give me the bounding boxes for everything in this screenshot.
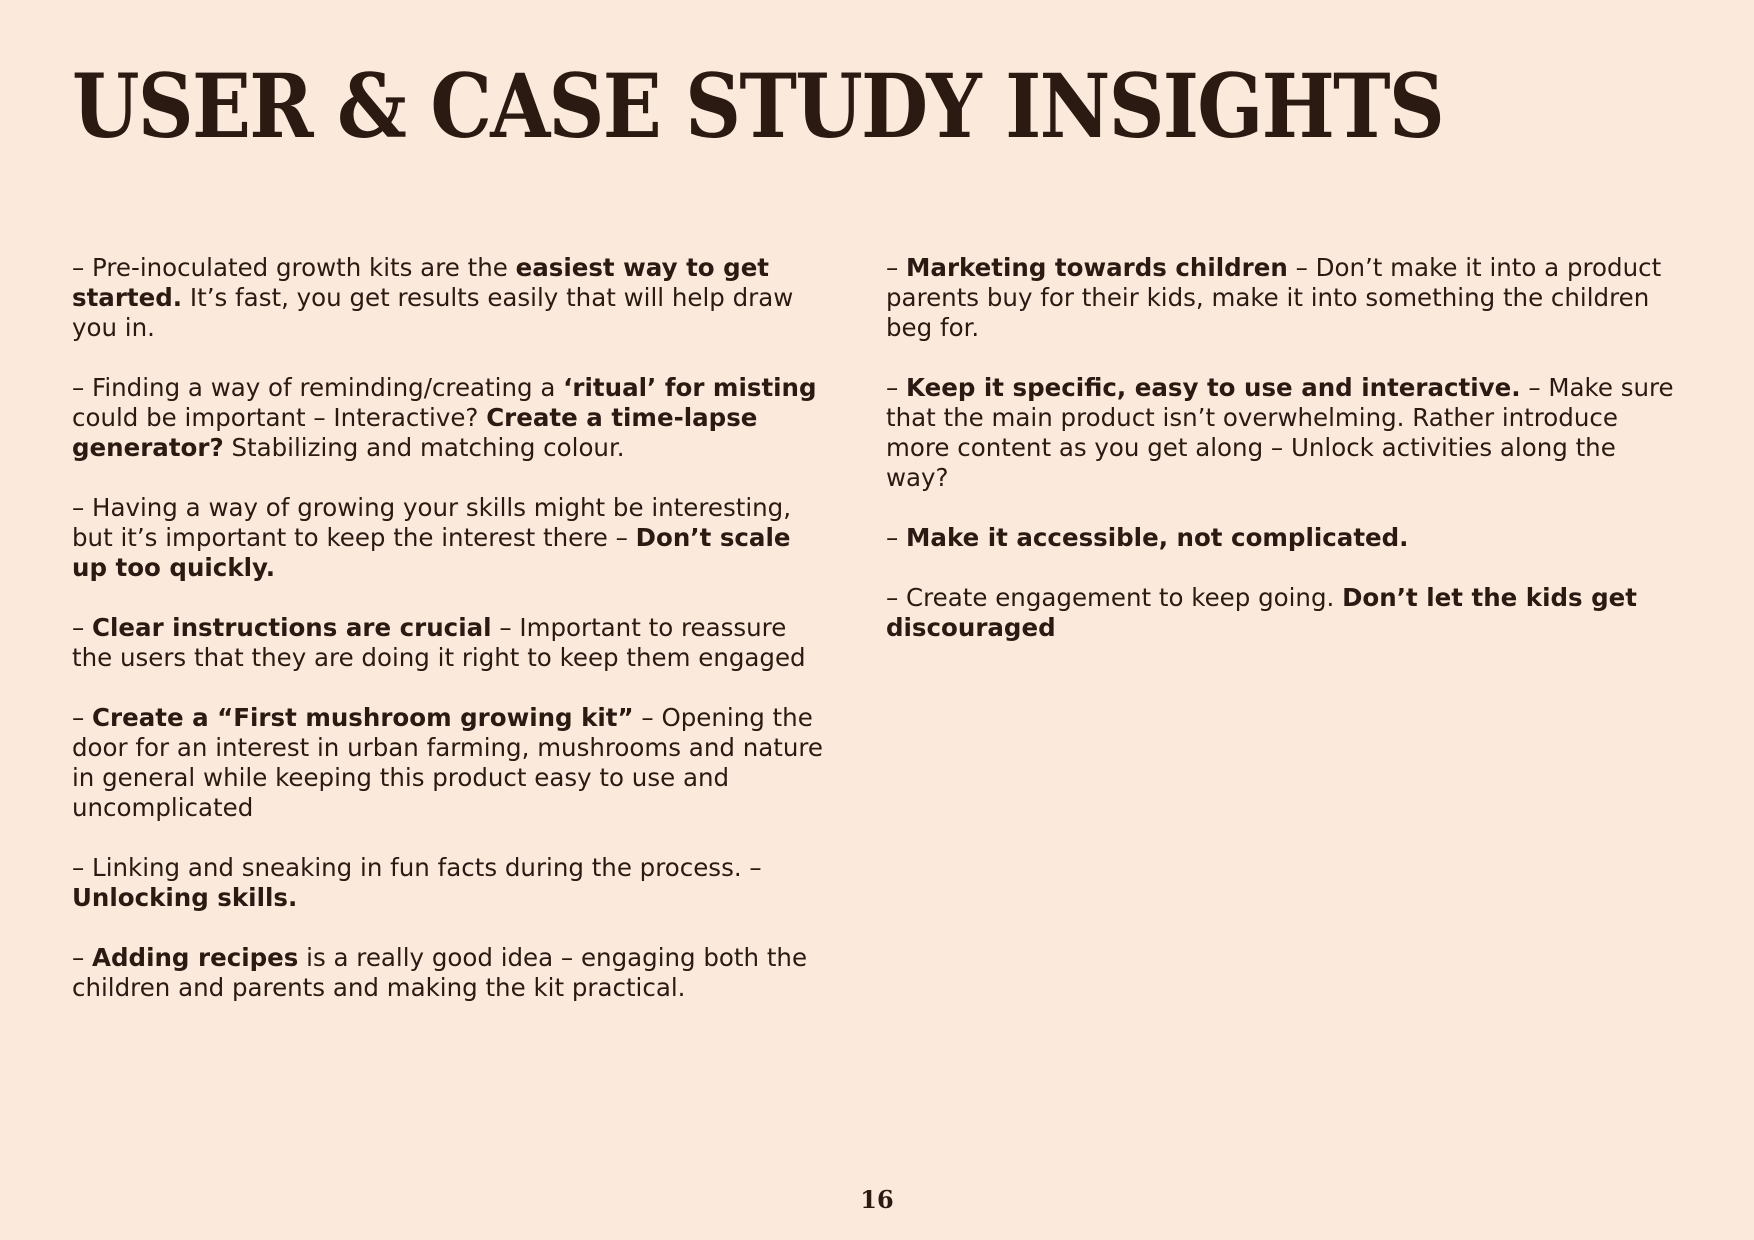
insight-fun-facts: – Linking and sneaking in fun facts during the process. – Unlocking skills. bbox=[72, 853, 762, 912]
insights-left-column bbox=[72, 253, 824, 1033]
insight-growth-kits: – Pre-inoculated growth kits are the easiest way to get started. It’s fast, you get results easily that will help draw you in. bbox=[72, 253, 794, 342]
insight-keep-specific: – Keep it specific, easy to use and interactive. – Make sure that the main product isn’t overwhelming. Rather introduce more content as you get along – Unlock activities along the way? bbox=[886, 373, 1674, 492]
insight-marketing-children: – Marketing towards children – Don’t make it into a product parents buy for their kids, make it into something the children beg for. bbox=[886, 253, 1662, 342]
insights-right-column bbox=[886, 253, 1686, 673]
insight-recipes: – Adding recipes is a really good idea – engaging both the children and parents and making the kit practical. bbox=[72, 943, 808, 1002]
insight-misting-ritual: – Finding a way of reminding/creating a ‘ritual’ for misting could be important – Interactive? Create a time-lapse generator? Stabilizing and matching colour. bbox=[72, 373, 817, 462]
insight-accessible: – Make it accessible, not complicated. bbox=[886, 523, 1409, 552]
page-title: USER & CASE STUDY INSIGHTS bbox=[72, 54, 1444, 158]
insight-growing-skills: – Having a way of growing your skills might be interesting, but it’s important to keep the interest there – Don’t scale up too quickly. bbox=[72, 493, 792, 582]
insight-first-kit: – Create a “First mushroom growing kit” – Opening the door for an interest in urban farming, mushrooms and nature in general while keeping this product easy to use and uncomplicated bbox=[72, 703, 823, 822]
insight-engagement: – Create engagement to keep going. Don’t let the kids get discouraged bbox=[886, 583, 1637, 642]
page-number: 16 bbox=[860, 1185, 894, 1214]
insight-clear-instructions: – Clear instructions are crucial – Important to reassure the users that they are doing it right to keep them engaged bbox=[72, 613, 806, 672]
